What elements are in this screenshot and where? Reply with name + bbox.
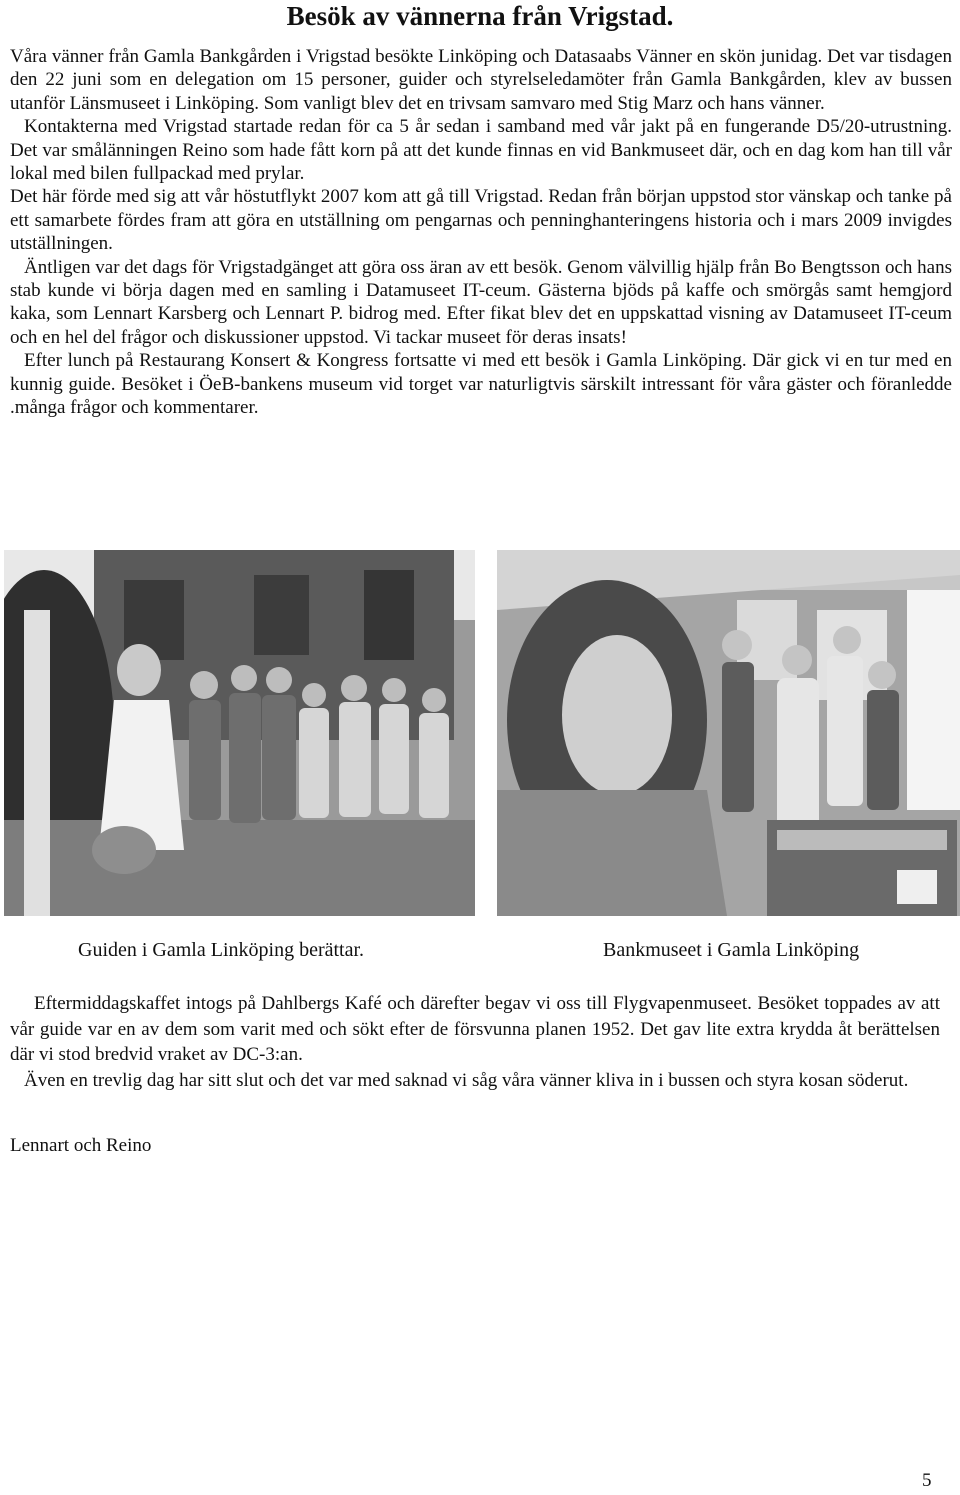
paragraph-2: Kontakterna med Vrigstad startade redan för ca 5 år sedan i samband med vår jakt på en fungerande D5/20-utrustning. Det var smålänningen Reino som hade fått korn på att det kunde finnas en vid Bankmuseet där, och en dag kom han till vår lokal med bilen fullpackad med prylar.	[10, 116, 952, 185]
paragraph-1: Våra vänner från Gamla Bankgården i Vrigstad besökte Linköping och Datasaabs Vänner en skön junidag. Det var tisdagen den 22 juni som en delegation om 15 personer, guider och styrelseledamöter från Gamla Bankgården, klev av bussen utanför Länsmuseet i Linköping. Som vanligt blev det en trivsam samvaro med Stig Marz och hans vänner.	[10, 46, 952, 114]
photo-guide	[4, 550, 475, 916]
caption-bank-museum: Bankmuseet i Gamla Linköping	[603, 939, 860, 961]
signature: Lennart och Reino	[10, 1135, 152, 1156]
article-body-continued	[10, 991, 940, 1093]
paragraph-3: Det här förde med sig att vår höstutflykt 2007 kom att gå till Vrigstad. Redan från början uppstod stor vänskap och tanke på ett samarbete fördes fram att göra en utställning om pengarnas och penninghanteringens historia och i mars 2009 invigdes utställningen.	[10, 186, 952, 255]
paragraph-5: Efter lunch på Restaurang Konsert & Kongress fortsatte vi med ett besök i Gamla Linköping. Där gick vi en tur med en kunnig guide. Besöket i ÖeB-bankens museum vid torget var naturligtvis särskilt intressant för våra gäster och föranledde .många frågor och kommentarer.	[10, 350, 952, 419]
page-number: 5	[922, 1470, 932, 1491]
paragraph-4: Äntligen var det dags för Vrigstadgänget att göra oss äran av ett besök. Genom välvillig hjälp från Bo Bengtsson och hans stab kunde vi börja dagen med en samling i Datamuseet IT-ceum. Gästerna bjöds på kaffe och smörgås samt hemgjord kaka, som Lennart Karsberg och Lennart P. bidrog med. Efter fikat blev det en uppskattad visning av Datamuseet IT-ceum och en hel del frågor och diskussioner uppstod. Vi tackar museet för deras insats!	[10, 256, 952, 348]
paragraph-7: Även en trevlig dag har sitt slut och det var med saknad vi såg våra vänner kliva in i bussen och styra kosan söderut.	[24, 1069, 909, 1091]
paragraph-6: Eftermiddagskaffet intogs på Dahlbergs Kafé och därefter begav vi oss till Flygvapenmuseet. Besöket toppades av att vår guide var en av dem som varit med och sökt efter de försvunna planen 1952. Det gav lite extra krydda åt berättelsen där vi stod bredvid vraket av DC-3:an.	[10, 993, 940, 1066]
photo-guide-image	[4, 550, 475, 916]
caption-guide: Guiden i Gamla Linköping berättar.	[78, 939, 365, 961]
article-body	[10, 45, 952, 420]
article-title: Besök av vännerna från Vrigstad.	[286, 1, 674, 31]
photo-bank-museum	[497, 550, 960, 916]
photo-bank-museum-image	[497, 550, 960, 916]
